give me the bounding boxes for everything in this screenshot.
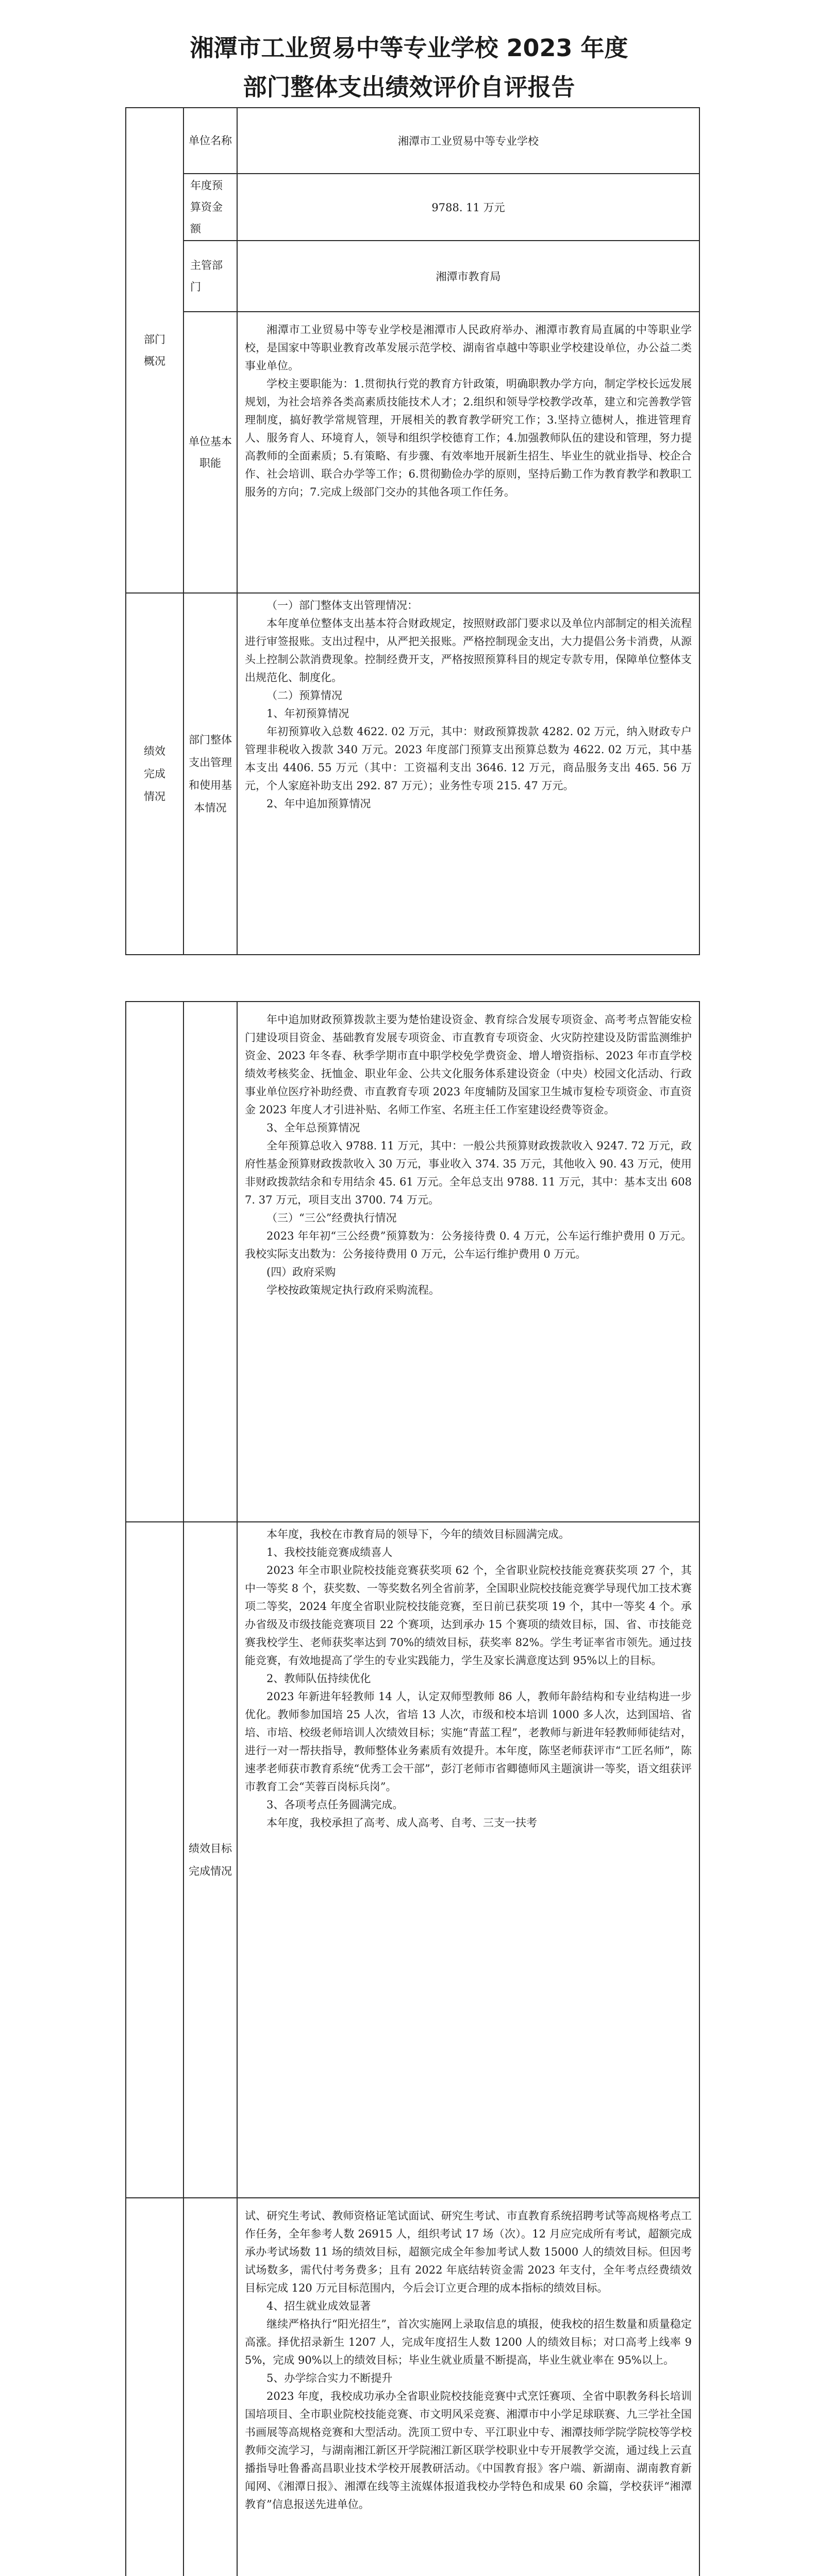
performance-category: 绩效完成情况	[126, 593, 183, 955]
budget-value: 9788. 11 万元	[237, 174, 699, 241]
funds-paragraph-1: （一）部门整体支出管理情况：	[266, 599, 418, 612]
authority-value: 湘潭市教育局	[237, 241, 699, 312]
targets-cont-text	[237, 2198, 699, 2576]
duties-paragraph-1: 湘潭市工业贸易中等专业学校是湘潭市人民政府举办、湘潭市教育局直属的中等职业学校，是国家中等职业教育改革发展示范学校、湖南省卓越中等职业学校建设单位，办公益二类事业单位。	[245, 324, 692, 372]
funds-cont-category-cell	[126, 1002, 183, 1522]
table-section-2	[125, 1001, 700, 2198]
targets-paragraph-2: 1、我校技能竞赛成绩喜人	[266, 1546, 393, 1558]
targets-paragraph-6: 3、各项考点任务圆满完成。	[266, 1799, 404, 1811]
targets-text	[237, 1522, 699, 2198]
targets-cont-label-cell	[183, 2198, 237, 2576]
table-section-3	[125, 2197, 700, 2576]
funds-cont-paragraph-2: 3、全年总预算情况	[266, 1122, 360, 1134]
funds-paragraph-3: （二）预算情况	[266, 689, 342, 702]
targets-cont-paragraph-2: 4、招生就业成效显著	[266, 2300, 371, 2312]
targets-label: 绩效目标完成情况	[183, 1522, 237, 2198]
targets-cont-paragraph-4: 5、办学综合实力不断提升	[266, 2372, 393, 2384]
title-line-1: 湘潭市工业贸易中等专业学校 2023 年度	[190, 34, 628, 62]
funds-cont-label-cell	[183, 1002, 237, 1522]
targets-paragraph-7: 本年度，我校承担了高考、成人高考、自考、三支一扶考	[266, 1817, 537, 1829]
funds-cont-paragraph-6: (四）政府采购	[266, 1266, 336, 1278]
funds-cont-paragraph-7: 学校按政策规定执行政府采购流程。	[266, 1284, 440, 1296]
funds-text	[237, 593, 699, 955]
funds-cont-paragraph-3: 全年预算总收入 9788. 11 万元，其中：一般公共预算财政拨款收入 9247. 72 万元，政府性基金预算财政拨款收入 30 万元，事业收入 374. 35 万元，其他收入 90. 43 万元，使用非财政拨款结余和专用结余 45. 61 万元。全年总支出 9788. 11 万元，其中：基本支出 6087. 37 万元，项目支出 3700. 74 万元。	[245, 1140, 692, 1206]
funds-paragraph-5: 年初预算收入总数 4622. 02 万元，其中：财政预算拨款 4282. 02 万元，纳入财政专户管理非税收入拨款 340 万元。2023 年度部门预算支出预算总数为 4622. 02 万元，其中基本支出 4406. 55 万元（其中：工资福利支出 3646. 12 万元，商品服务支出 465. 56 万元，个人家庭补助支出 292. 87 万元）；业务性专项 215. 47 万元。	[245, 725, 692, 792]
funds-paragraph-4: 1、年初预算情况	[266, 707, 349, 720]
funds-cont-text	[237, 1002, 699, 1522]
overview-category-label: 部门概况	[144, 333, 165, 367]
duties-paragraph-2: 学校主要职能为：1.贯彻执行党的教育方针政策，明确职教办学方向，制定学校长远发展规划，为社会培养各类高素质技能技术人才；2.组织和领导学校教学改革，建立和完善教学管理制度，搞好教学常规管理，开展相关的教育教学研究工作；3.坚持立德树人，推进管理育人、服务育人、环境育人，领导和组织学校德育工作；4.加强教师队伍的建设和管理，努力提高教师的全面素质；5.有策略、有步骤、有效率地开展新生招生、毕业生的就业指导、校企合作、社会培训、联合办学等工作；6.贯彻勤俭办学的原则，坚持后勤工作为教育教学和教职工服务的方向；7.完成上级部门交办的其他各项工作任务。	[245, 378, 692, 498]
duties-text	[237, 312, 699, 593]
unit-name-value: 湘潭市工业贸易中等专业学校	[237, 108, 699, 174]
unit-name-label: 单位名称	[183, 108, 237, 174]
funds-label: 部门整体支出管理和使用基本情况	[183, 593, 237, 955]
targets-paragraph-5: 2023 年新进年轻教师 14 人，认定双师型教师 86 人，教师年龄结构和专业结构进一步优化。教师参加国培 25 人次，省培 13 人次，市级和校本培训 1000 多人次，达到国培、省培、市培、校级老师培训人次绩效目标；实施“青蓝工程”，老教师与新进年轻教师师徒结对，进行一对一帮扶指导，教师整体业务素质有效提升。本年度，陈坚老师获评市“工匠名师”，陈速孝老师获市教育系统“优秀工会干部”，彭汀老师市省卿德师风主题演讲一等奖，语文组获评市教育工会“芙蓉百岗标兵岗”。	[245, 1690, 692, 1793]
targets-cont-paragraph-5: 2023 年度，我校成功承办全省职业院校技能竞赛中式烹饪赛项、全省中职教务科长培训国培项目、全市职业院校技能竞赛、市文明风采竞赛、湘潭市中小学足球联赛、九三学社全国书画展等高规格竞赛和大型活动。洗顶工贸中专、平江职业中专、湘潭技师学院学院校等学校教师交流学习，与湖南湘江新区开学院湘江新区联学校职业中专开展教学交流，通过线上云直播指导吐鲁番高昌职业技术学校开展教研活动。《中国教育报》客户端、新湖南、湖南教育新闻网、《湘潭日报》、湘潭在线等主流媒体报道我校办学特色和成果 60 余篇，学校获评“湘潭教育”信息报送先进单位。	[245, 2390, 692, 2511]
funds-cont-paragraph-5: 2023 年年初“三公经费”预算数为：公务接待费 0. 4 万元，公车运行维护费用 0 万元。我校实际支出数为：公务接待费用 0 万元，公车运行维护费用 0 万元。	[245, 1230, 692, 1260]
targets-category-cell	[126, 1522, 183, 2198]
overview-category	[126, 108, 183, 593]
funds-paragraph-6: 2、年中追加预算情况	[266, 798, 371, 810]
report-frame	[125, 107, 699, 2576]
title-line-2: 部门整体支出绩效评价自评报告	[243, 73, 575, 101]
targets-paragraph-4: 2、教师队伍持续优化	[266, 1672, 371, 1685]
report-title	[0, 28, 818, 107]
funds-paragraph-2: 本年度单位整体支出基本符合财政规定，按照财政部门要求以及单位内部制定的相关流程进行审签报账。支出过程中，从严把关报账。严格控制现金支出，大力提倡公务卡消费，从源头上控制公款消费现象。控制经费开支，严格按照预算科目的规定专款专用，保障单位整体支出规范化、制度化。	[245, 617, 692, 684]
authority-label: 主管部门	[183, 241, 237, 312]
targets-cont-category-cell	[126, 2198, 183, 2576]
targets-paragraph-3: 2023 年全市职业院校技能竞赛获奖项 62 个，全省职业院校技能竞赛获奖项 27 个，其中一等奖 8 个，获奖数、一等奖数名列全省前茅，全国职业院校技能竞赛学导现代加工技术赛项二等奖，2024 年度全省职业院校技能竞赛，至日前已获奖项 19 个，其中一等奖 4 个。承办省级及市级技能竞赛项目 22 个赛项，达到承办 15 个赛项的绩效目标，国、省、市技能竞赛我校学生、老师获奖率达到 70%的绩效目标，获奖率 82%。学生考证率省市领先。通过技能竞赛，有效地提高了学生的专业实践能力，学生及家长满意度达到 95%以上的目标。	[245, 1564, 692, 1667]
budget-label: 年度预算资金额	[183, 174, 237, 241]
targets-cont-paragraph-3: 继续严格执行“阳光招生”，首次实施网上录取信息的填报，使我校的招生数量和质量稳定高涨。择优招录新生 1207 人，完成年度招生人数 1200 人的绩效目标；对口高考上线率 95%，完成 90%以上的绩效目标；毕业生就业质量不断提高，毕业生就业率在 95%以上。	[245, 2318, 692, 2366]
funds-cont-paragraph-1: 年中追加财政预算拨款主要为楚怡建设资金、教育综合发展专项资金、高考考点智能安检门建设项目资金、基础教育发展专项资金、市直教育专项资金、火灾防控建设及防雷监测维护资金、2023 年冬春、秋季学期市直中职学校免学费资金、增人增资指标、2023 年市直学校绩效考核奖金、抚恤金、职业年金、公共文化服务体系建设资金（中央）校园文化活动、行政事业单位医疗补助经费、市直教育专项 2023 年度辅防及国家卫生城市复检专项资金、市直资金 2023 年度人才引进补贴、名师工作室、名班主任工作室建设经费等资金。	[245, 1013, 692, 1116]
duties-label: 单位基本职能	[183, 312, 237, 593]
targets-paragraph-1: 本年度，我校在市教育局的领导下，今年的绩效目标圆满完成。	[266, 1528, 570, 1540]
funds-cont-paragraph-4: （三）“三公”经费执行情况	[266, 1212, 397, 1224]
targets-cont-paragraph-1: 试、研究生考试、教师资格证笔试面试、研究生考试、市直教育系统招聘考试等高规格考点工作任务，全年参考人数 26915 人，组织考试 17 场（次）。12 月应完成所有考试，超额完成承办考试场数 11 场的绩效目标，超额完成全年参加考试人数 15000 人的绩效目标。但因考试场数多，需代付考务费多；且有 2022 年底结转资金需 2023 年支付，全年考点经费绩效目标完成 120 万元目标范围内，今后会订立更合理的成本指标的绩效目标。	[245, 2210, 692, 2294]
table-section-1	[125, 107, 700, 955]
